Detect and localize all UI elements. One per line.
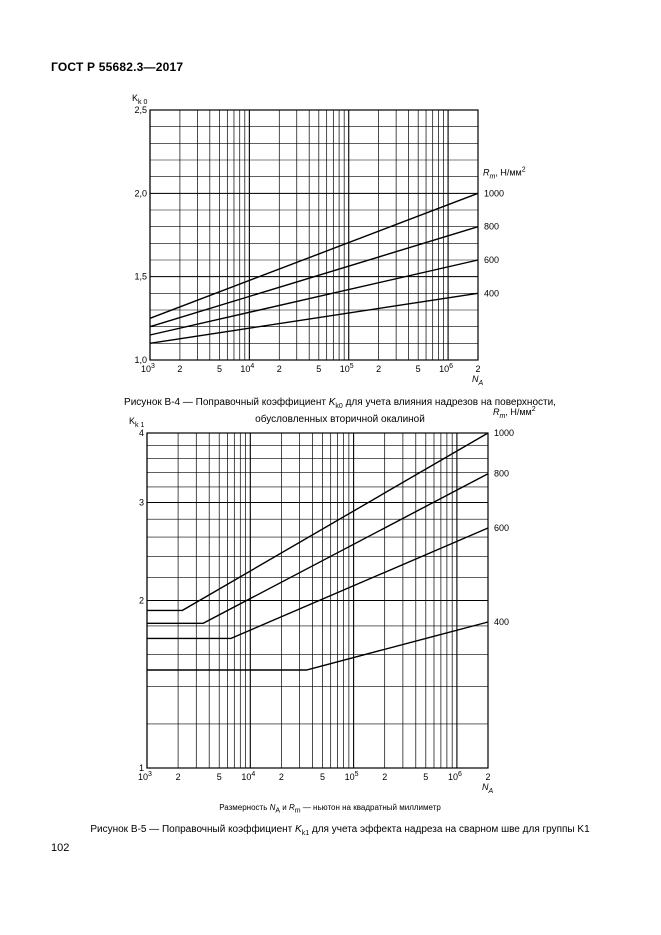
series-line-600 bbox=[147, 528, 488, 638]
y-tick-label: 1,0 bbox=[134, 355, 147, 365]
x-tick-label: 5 bbox=[319, 772, 326, 782]
x-tick-label: 2 bbox=[175, 772, 181, 782]
x-tick-label: 5 bbox=[216, 364, 222, 374]
x-axis-label: $N_A$ bbox=[482, 782, 494, 795]
x-tick-label: 2 bbox=[278, 772, 284, 782]
x-tick-label: 2 bbox=[276, 364, 282, 374]
figure-caption-b4 bbox=[100, 396, 580, 426]
caption-b4-symbol-sub: k0 bbox=[335, 403, 343, 410]
series-label-600: 600 bbox=[494, 522, 510, 533]
y-tick-label: 1,5 bbox=[134, 271, 147, 282]
y-tick-label: 2,0 bbox=[134, 188, 147, 199]
caption-b4-line2: обусловленных вторичной окалиной bbox=[255, 414, 425, 425]
x-tick-label: 2 bbox=[485, 772, 491, 782]
y-axis-label: $K_{k 0}$ bbox=[132, 93, 148, 106]
x-tick-label: 5 bbox=[316, 364, 322, 374]
x-tick-label: 5 bbox=[423, 772, 429, 782]
y-tick-label: 3 bbox=[138, 497, 144, 508]
caption-b5-rest: для учета эффекта надреза на сварном шве для группы K1 bbox=[309, 824, 590, 835]
legend-title: $R_m$, $Н/мм^2$ bbox=[493, 406, 536, 420]
y-tick-label: 4 bbox=[138, 428, 144, 438]
series-label-400: 400 bbox=[484, 288, 500, 299]
x-tick-label: $10^6$ bbox=[439, 363, 454, 374]
series-line-1000 bbox=[147, 433, 488, 610]
caption-b4-prefix: Рисунок B-4 — Поправочный коэффициент bbox=[124, 397, 329, 408]
x-tick-label: $10^3$ bbox=[138, 771, 152, 782]
caption-b4-rest: для учета влияния надрезов на поверхности, bbox=[342, 397, 556, 408]
x-tick-label: $10^4$ bbox=[241, 771, 256, 782]
x-tick-label: $10^4$ bbox=[240, 363, 255, 374]
y-tick-label: 2,5 bbox=[134, 105, 147, 115]
x-tick-label: $10^3$ bbox=[141, 363, 155, 374]
legend-title: $R_m$, $Н/мм^2$ bbox=[483, 166, 526, 181]
caption-b5-symbol-sub: k1 bbox=[301, 830, 310, 837]
series-label-800: 800 bbox=[484, 221, 500, 232]
document-header: ГОСТ Р 55682.3—2017 bbox=[51, 60, 184, 74]
series-line-400 bbox=[147, 622, 488, 670]
x-tick-label: 5 bbox=[216, 772, 222, 782]
series-label-1000: 1000 bbox=[494, 428, 515, 438]
caption-b5-symbol: K bbox=[295, 824, 302, 835]
x-tick-label: 2 bbox=[382, 772, 388, 782]
y-tick-label: 1 bbox=[138, 763, 144, 773]
x-tick-label: $10^5$ bbox=[344, 771, 359, 782]
caption-b4-symbol: K bbox=[328, 397, 336, 408]
units-note: Размерность $N_A$ и $R_m$ — ньютон на квадратный миллиметр bbox=[219, 803, 441, 815]
page-number: 102 bbox=[51, 842, 70, 854]
x-axis-label: $N_A$ bbox=[472, 374, 484, 387]
figure-caption-b5 bbox=[60, 823, 620, 840]
x-tick-label: 2 bbox=[376, 364, 382, 374]
series-label-400: 400 bbox=[494, 616, 510, 627]
x-tick-label: 2 bbox=[177, 364, 183, 374]
caption-b5-prefix: Рисунок B-5 — Поправочный коэффициент bbox=[90, 824, 296, 835]
series-label-600: 600 bbox=[484, 255, 500, 265]
x-tick-label: $10^6$ bbox=[447, 771, 462, 782]
x-tick-label: $10^5$ bbox=[339, 363, 354, 374]
y-axis-label: $K_{k 1}$ bbox=[129, 416, 145, 429]
y-tick-label: 2 bbox=[138, 595, 144, 606]
x-tick-label: 2 bbox=[475, 364, 481, 374]
series-label-800: 800 bbox=[494, 468, 510, 479]
series-label-1000: 1000 bbox=[484, 188, 505, 199]
x-tick-label: 5 bbox=[415, 364, 421, 374]
